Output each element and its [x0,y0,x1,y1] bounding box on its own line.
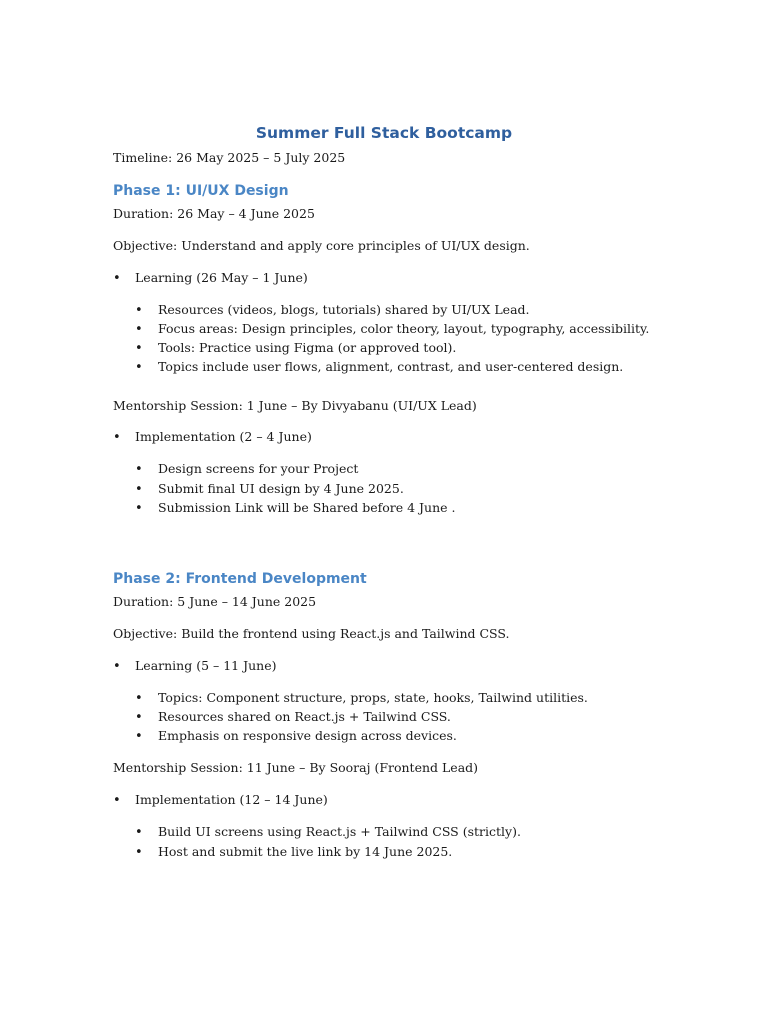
bullet-icon: • [135,691,143,706]
list-item-text: Submit final UI design by 4 June 2025. [158,481,404,496]
phase1-mentorship: Mentorship Session: 1 June – By Divyabanu (UI/UX Lead) [113,398,477,413]
phase2-implementation-bullet [113,792,328,809]
bullet-icon: • [113,430,121,445]
list-item [135,728,457,745]
bullet-icon: • [135,825,143,840]
list-item-text: Resources shared on React.js + Tailwind CSS. [158,709,451,724]
phase1-learning: Learning (26 May – 1 June) [135,270,308,285]
list-item [135,500,455,517]
list-item-text: Submission Link will be Shared before 4 June . [158,500,456,515]
list-item [135,824,521,841]
list-item-text: Host and submit the live link by 14 June 2025. [158,844,453,859]
bullet-icon: • [113,659,121,674]
list-item [135,359,623,376]
list-item [135,481,404,498]
bullet-icon: • [135,341,143,356]
phase2-heading: Phase 2: Frontend Development [113,571,367,587]
bullet-icon: • [135,360,143,375]
bullet-icon: • [135,482,143,497]
list-item [135,844,452,861]
bullet-icon: • [135,303,143,318]
document-title: Summer Full Stack Bootcamp [255,124,513,142]
phase2-objective: Objective: Build the frontend using React.js and Tailwind CSS. [113,626,510,641]
phase1-implementation-bullet [113,429,312,446]
list-item [135,340,456,357]
list-item [135,709,451,726]
bullet-icon: • [135,710,143,725]
list-item-text: Emphasis on responsive design across devices. [158,728,457,743]
list-item [135,302,530,319]
bullet-icon: • [135,845,143,860]
phase2-mentorship: Mentorship Session: 11 June – By Sooraj (Frontend Lead) [113,760,479,775]
phase1-implementation: Implementation (2 – 4 June) [135,429,312,444]
phase1-heading: Phase 1: UI/UX Design [113,183,289,199]
list-item-text: Focus areas: Design principles, color theory, layout, typography, accessibility. [158,321,650,336]
list-item-text: Resources (videos, blogs, tutorials) shared by UI/UX Lead. [158,302,530,317]
phase2-implementation: Implementation (12 – 14 June) [135,792,328,807]
list-item [135,321,649,338]
bullet-icon: • [135,322,143,337]
list-item-text: Tools: Practice using Figma (or approved tool). [158,340,457,355]
phase1-duration: Duration: 26 May – 4 June 2025 [113,206,315,221]
phase1-learning-bullet [113,270,308,287]
timeline: Timeline: 26 May 2025 – 5 July 2025 [113,150,346,165]
bullet-icon: • [135,501,143,516]
list-item [135,690,588,707]
phase1-objective: Objective: Understand and apply core principles of UI/UX design. [113,238,530,253]
list-item-text: Design screens for your Project [158,461,359,476]
bullet-icon: • [135,729,143,744]
phase2-learning: Learning (5 – 11 June) [135,658,277,673]
list-item-text: Topics: Component structure, props, state, hooks, Tailwind utilities. [158,690,588,705]
bullet-icon: • [113,793,121,808]
list-item [135,461,358,478]
phase2-learning-bullet [113,658,277,675]
list-item-text: Build UI screens using React.js + Tailwind CSS (strictly). [158,824,521,839]
bullet-icon: • [113,271,121,286]
list-item-text: Topics include user flows, alignment, contrast, and user-centered design. [158,359,624,374]
bullet-icon: • [135,462,143,477]
phase2-duration: Duration: 5 June – 14 June 2025 [113,594,317,609]
